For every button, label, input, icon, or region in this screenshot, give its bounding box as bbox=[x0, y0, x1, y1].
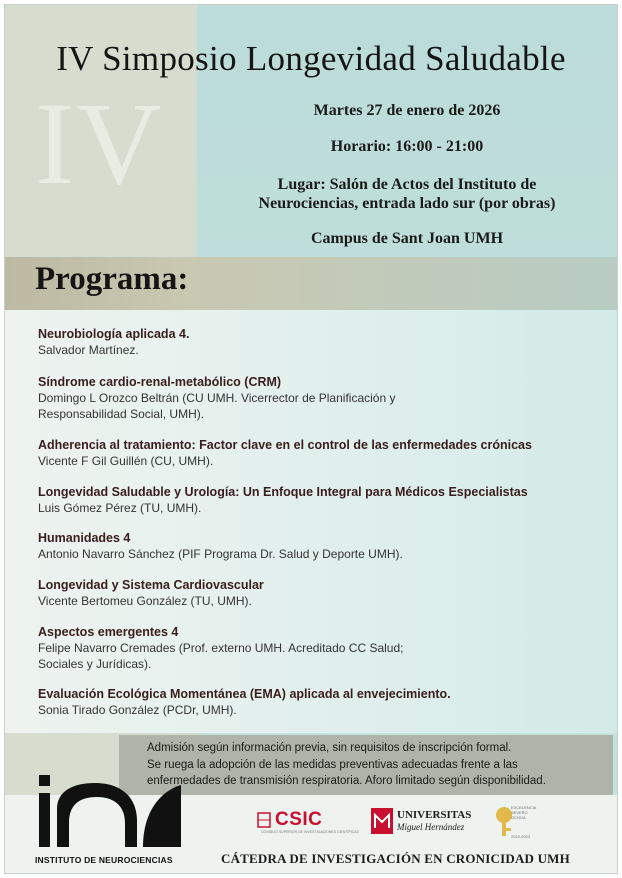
program-item bbox=[38, 437, 608, 469]
so-line: SEVERO bbox=[511, 810, 528, 815]
in-logo-text: INSTITUTO DE NEUROCIENCIAS bbox=[35, 855, 173, 865]
program-item-title: Aspectos emergentes 4 bbox=[38, 625, 179, 639]
program-item-speaker: Domingo L Orozco Beltrán (CU UMH. Vicerrector de Planificación y bbox=[38, 391, 396, 405]
so-line: EXCELENCIA bbox=[511, 805, 537, 810]
program-item-speaker: Salvador Martínez. bbox=[38, 343, 139, 357]
program-item-title: Neurobiología aplicada 4. bbox=[38, 327, 190, 341]
program-item-speaker: Felipe Navarro Cremades (Prof. externo UMH. Acreditado CC Salud; bbox=[38, 641, 404, 655]
program-item-speaker: Vicente Bertomeu González (TU, UMH). bbox=[38, 594, 252, 608]
severo-ochoa-text bbox=[511, 805, 536, 839]
program-item-speaker: Luis Gómez Pérez (TU, UMH). bbox=[38, 501, 202, 515]
csic-logo-text: CSIC bbox=[275, 809, 323, 830]
program-item bbox=[38, 326, 608, 358]
umh-emblem-icon bbox=[371, 808, 393, 834]
program-item bbox=[38, 530, 608, 562]
umh-logo-name: UNIVERSITAS bbox=[397, 809, 472, 821]
program-item bbox=[38, 577, 608, 609]
event-date: Martes 27 de enero de 2026 bbox=[313, 102, 501, 119]
umh-logo-subname: Miguel Hernández bbox=[397, 822, 465, 832]
instituto-neurociencias-logo bbox=[33, 771, 183, 863]
poster-title: IV Simposio Longevidad Saludable bbox=[56, 39, 566, 78]
csic-emblem-icon bbox=[257, 812, 271, 828]
program-item-title: Longevidad y Sistema Cardiovascular bbox=[38, 578, 264, 592]
program-item bbox=[38, 374, 608, 422]
program-item-speaker-cont: Sociales y Jurídicas). bbox=[38, 657, 152, 671]
program-item-title: Longevidad Saludable y Urología: Un Enfoque Integral para Médicos Especialistas bbox=[38, 485, 528, 499]
programa-heading: Programa: bbox=[35, 261, 189, 297]
program-item-speaker: Sonia Tirado González (PCDr, UMH). bbox=[38, 703, 237, 717]
notice-line: Admisión según información previa, sin requisitos de inscripción formal. bbox=[147, 742, 512, 754]
event-campus: Campus de Sant Joan UMH bbox=[310, 230, 504, 247]
so-line: 2019-2023 bbox=[511, 834, 531, 839]
program-item-speaker: Antonio Navarro Sánchez (PIF Programa Dr. Salud y Deporte UMH). bbox=[38, 547, 403, 561]
program-item-speaker: Vicente F Gil Guillén (CU, UMH). bbox=[38, 454, 214, 468]
program-item-title: Síndrome cardio-renal-metabólico (CRM) bbox=[38, 375, 282, 389]
admission-notice bbox=[119, 735, 613, 795]
event-schedule: Horario: 16:00 - 21:00 bbox=[330, 138, 484, 155]
notice-line: Se ruega la adopción de las medidas preventivas adecuadas frente a las bbox=[147, 758, 518, 771]
program-item-title: Evaluación Ecológica Momentánea (EMA) aplicada al envejecimiento. bbox=[38, 687, 451, 701]
program-item bbox=[38, 624, 608, 672]
program-item bbox=[38, 484, 608, 516]
event-location-line1: Lugar: Salón de Actos del Instituto de bbox=[277, 176, 537, 193]
catedra-footer: CÁTEDRA DE INVESTIGACIÓN EN CRONICIDAD UMH bbox=[221, 851, 570, 866]
so-line: OCHOA bbox=[511, 815, 526, 820]
csic-logo-subtext: CONSEJO SUPERIOR DE INVESTIGACIONES CIENTÍFICAS bbox=[261, 830, 359, 834]
event-location-line2: Neurociencias, entrada lado sur (por obras) bbox=[258, 195, 556, 212]
program-item-title: Adherencia al tratamiento: Factor clave en el control de las enfermedades crónicas bbox=[38, 438, 532, 452]
notice-line: enfermedades de transmisión respiratoria. Aforo limitado según disponibilidad. bbox=[147, 775, 546, 787]
program-item bbox=[38, 686, 608, 718]
poster bbox=[4, 4, 618, 874]
watermark-numeral: IV bbox=[35, 78, 164, 209]
program-item-speaker-cont: Responsabilidad Social, UMH). bbox=[38, 407, 205, 421]
program-item-title: Humanidades 4 bbox=[38, 531, 131, 545]
